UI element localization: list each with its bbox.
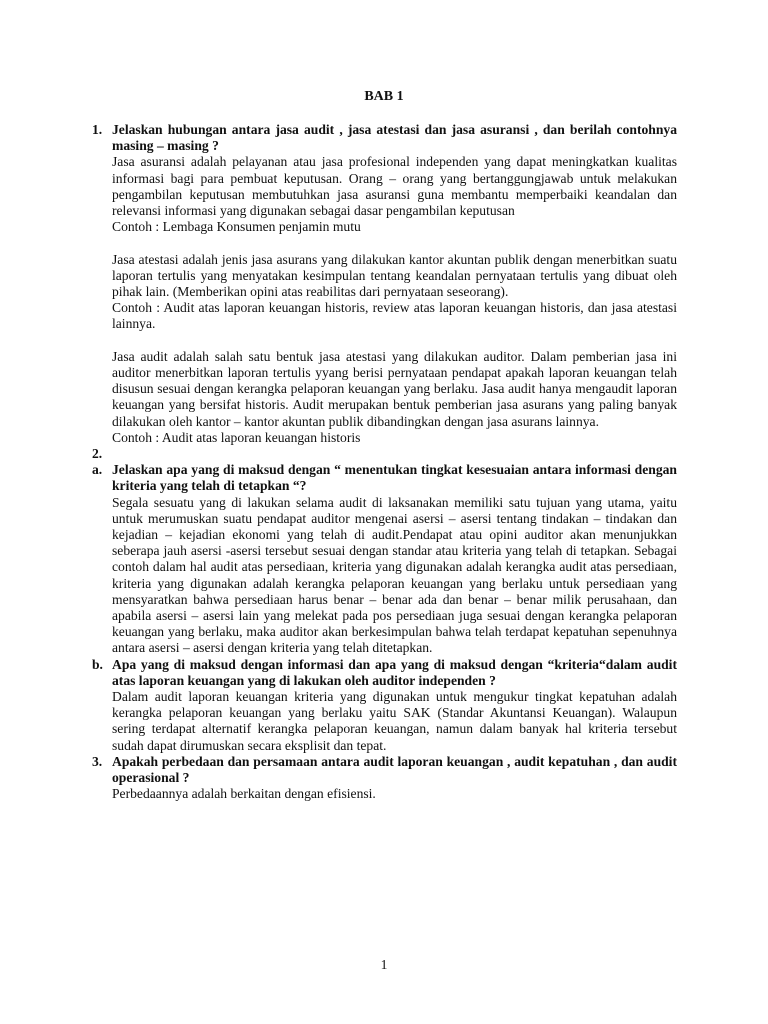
question-2a: [92, 462, 677, 656]
question-2a-text: Jelaskan apa yang di maksud dengan “ menentukan tingkat kesesuaian antara informasi dengan kriteria yang telah di tetapkan “?: [112, 462, 677, 494]
question-1: [92, 122, 677, 446]
answer-1-atestasi: Jasa atestasi adalah jenis jasa asurans yang dilakukan kantor akuntan publik dengan menerbitkan suatu laporan tertulis yang menyatakan kesimpulan tentang keandalan pernyataan tertulis yang dibuat oleh pihak lain. (Memberikan opini atas reabilitas dari pernyataan seseorang).: [112, 251, 677, 300]
page-number: 1: [380, 957, 388, 972]
document-body: [92, 122, 677, 802]
chapter-title: BAB 1: [364, 89, 404, 104]
question-1-number: 1.: [92, 122, 103, 137]
answer-1-asurans: Jasa asuransi adalah pelayanan atau jasa profesional independen yang dapat meningkatkan kualitas informasi bagi para pembuat keputusan. Orang – orang yang bertanggungjawab untuk melakukan pengambilan keputusan membutuhkan jasa asuransi guna membantu memperbaiki keandalan dan relevansi informasi yang digunakan sebagai dasar pengambilan keputusan: [112, 154, 677, 219]
question-2a-label: a.: [92, 462, 103, 478]
question-2b-label: b.: [92, 656, 103, 672]
answer-1-atestasi-example: Contoh : Audit atas laporan keuangan historis, review atas laporan keuangan historis, dan jasa atestasi lainnya.: [112, 300, 677, 332]
answer-1-audit: Jasa audit adalah salah satu bentuk jasa atestasi yang dilakukan auditor. Dalam pemberian jasa ini auditor menerbitkan laporan tertulis yyang berisi pernyataan pendapat apakah laporan keuangan telah disusun sesuai dengan kerangka pelaporan keuangan yang berlaku. Jasa audit hanya mengaudit laporan keuangan yang bersifat historis. Audit merupakan bentuk pemberian jasa asurans yang paling banyak dilakukan oleh kantor – kantor akuntan publik dibandingkan dengan jasa asurans lainnya.: [112, 348, 677, 429]
question-2b-text: Apa yang di maksud dengan informasi dan apa yang di maksud dengan “kriteria“dalam audit atas laporan keuangan yang di lakukan oleh auditor independen ?: [112, 656, 677, 688]
question-1-text: Jelaskan hubungan antara jasa audit , jasa atestasi dan jasa asuransi , dan berilah contohnya masing – masing ?: [112, 122, 677, 154]
answer-2b: Dalam audit laporan keuangan kriteria yang digunakan untuk mengukur tingkat kepatuhan adalah kerangka pelaporan keuangan yang berlaku yaitu SAK (Standar Akuntansi Keuangan). Walaupun sering terdapat alternatif kerangka pelaporan keuangan, namun dalam banyak hal kriteria tersebut sudah dapat dirumuskan secara eksplisit dan tepat.: [112, 689, 677, 753]
answer-1-asurans-example: Contoh : Lembaga Konsumen penjamin mutu: [112, 219, 361, 235]
question-2: [92, 446, 677, 462]
question-3-text: Apakah perbedaan dan persamaan antara audit laporan keuangan , audit kepatuhan , dan audit operasional ?: [112, 753, 677, 786]
question-2-number: 2.: [92, 446, 103, 462]
answer-1-audit-example: Contoh : Audit atas laporan keuangan historis: [112, 429, 361, 445]
question-3-number: 3.: [92, 753, 103, 769]
question-3: [92, 754, 677, 803]
answer-2a: Segala sesuatu yang di lakukan selama audit di laksanakan memiliki satu tujuan yang utama, yaitu untuk merumuskan suatu pendapat auditor mengenai asersi – asersi tentang tindakan – tindakan dan kejadian – kejadian ekonomi yang telah di audit.Pendapat atau opini auditor akan menunjukkan seberapa jauh asersi -asersi tersebut sesuai dengan standar atau kriteria yang telah di tetapkan. Sebagai contoh dalam hal audit atas persediaan, kriteria yang digunakan adalah kerangka audit atas persediaan, kriteria yang digunakan adalah kerangka pelaporan keuangan yang berlaku untuk persediaan yang mensyaratkan bahwa persediaan harus benar – benar ada dan benar – benar milik perusahaan, dan apabila asersi – asersi lain yang melekat pada pos persediaan juga sesuai dengan kerangka pelaporan keuangan yang berlaku, maka auditor akan berkesimpulan bahwa telah terdapat kepatuhan sepenuhnya antara asersi – asersi dengan kriteria yang telah ditetapkan.: [112, 494, 677, 656]
question-2b: [92, 657, 677, 754]
answer-3: Perbedaannya adalah berkaitan dengan efisiensi.: [112, 786, 376, 802]
